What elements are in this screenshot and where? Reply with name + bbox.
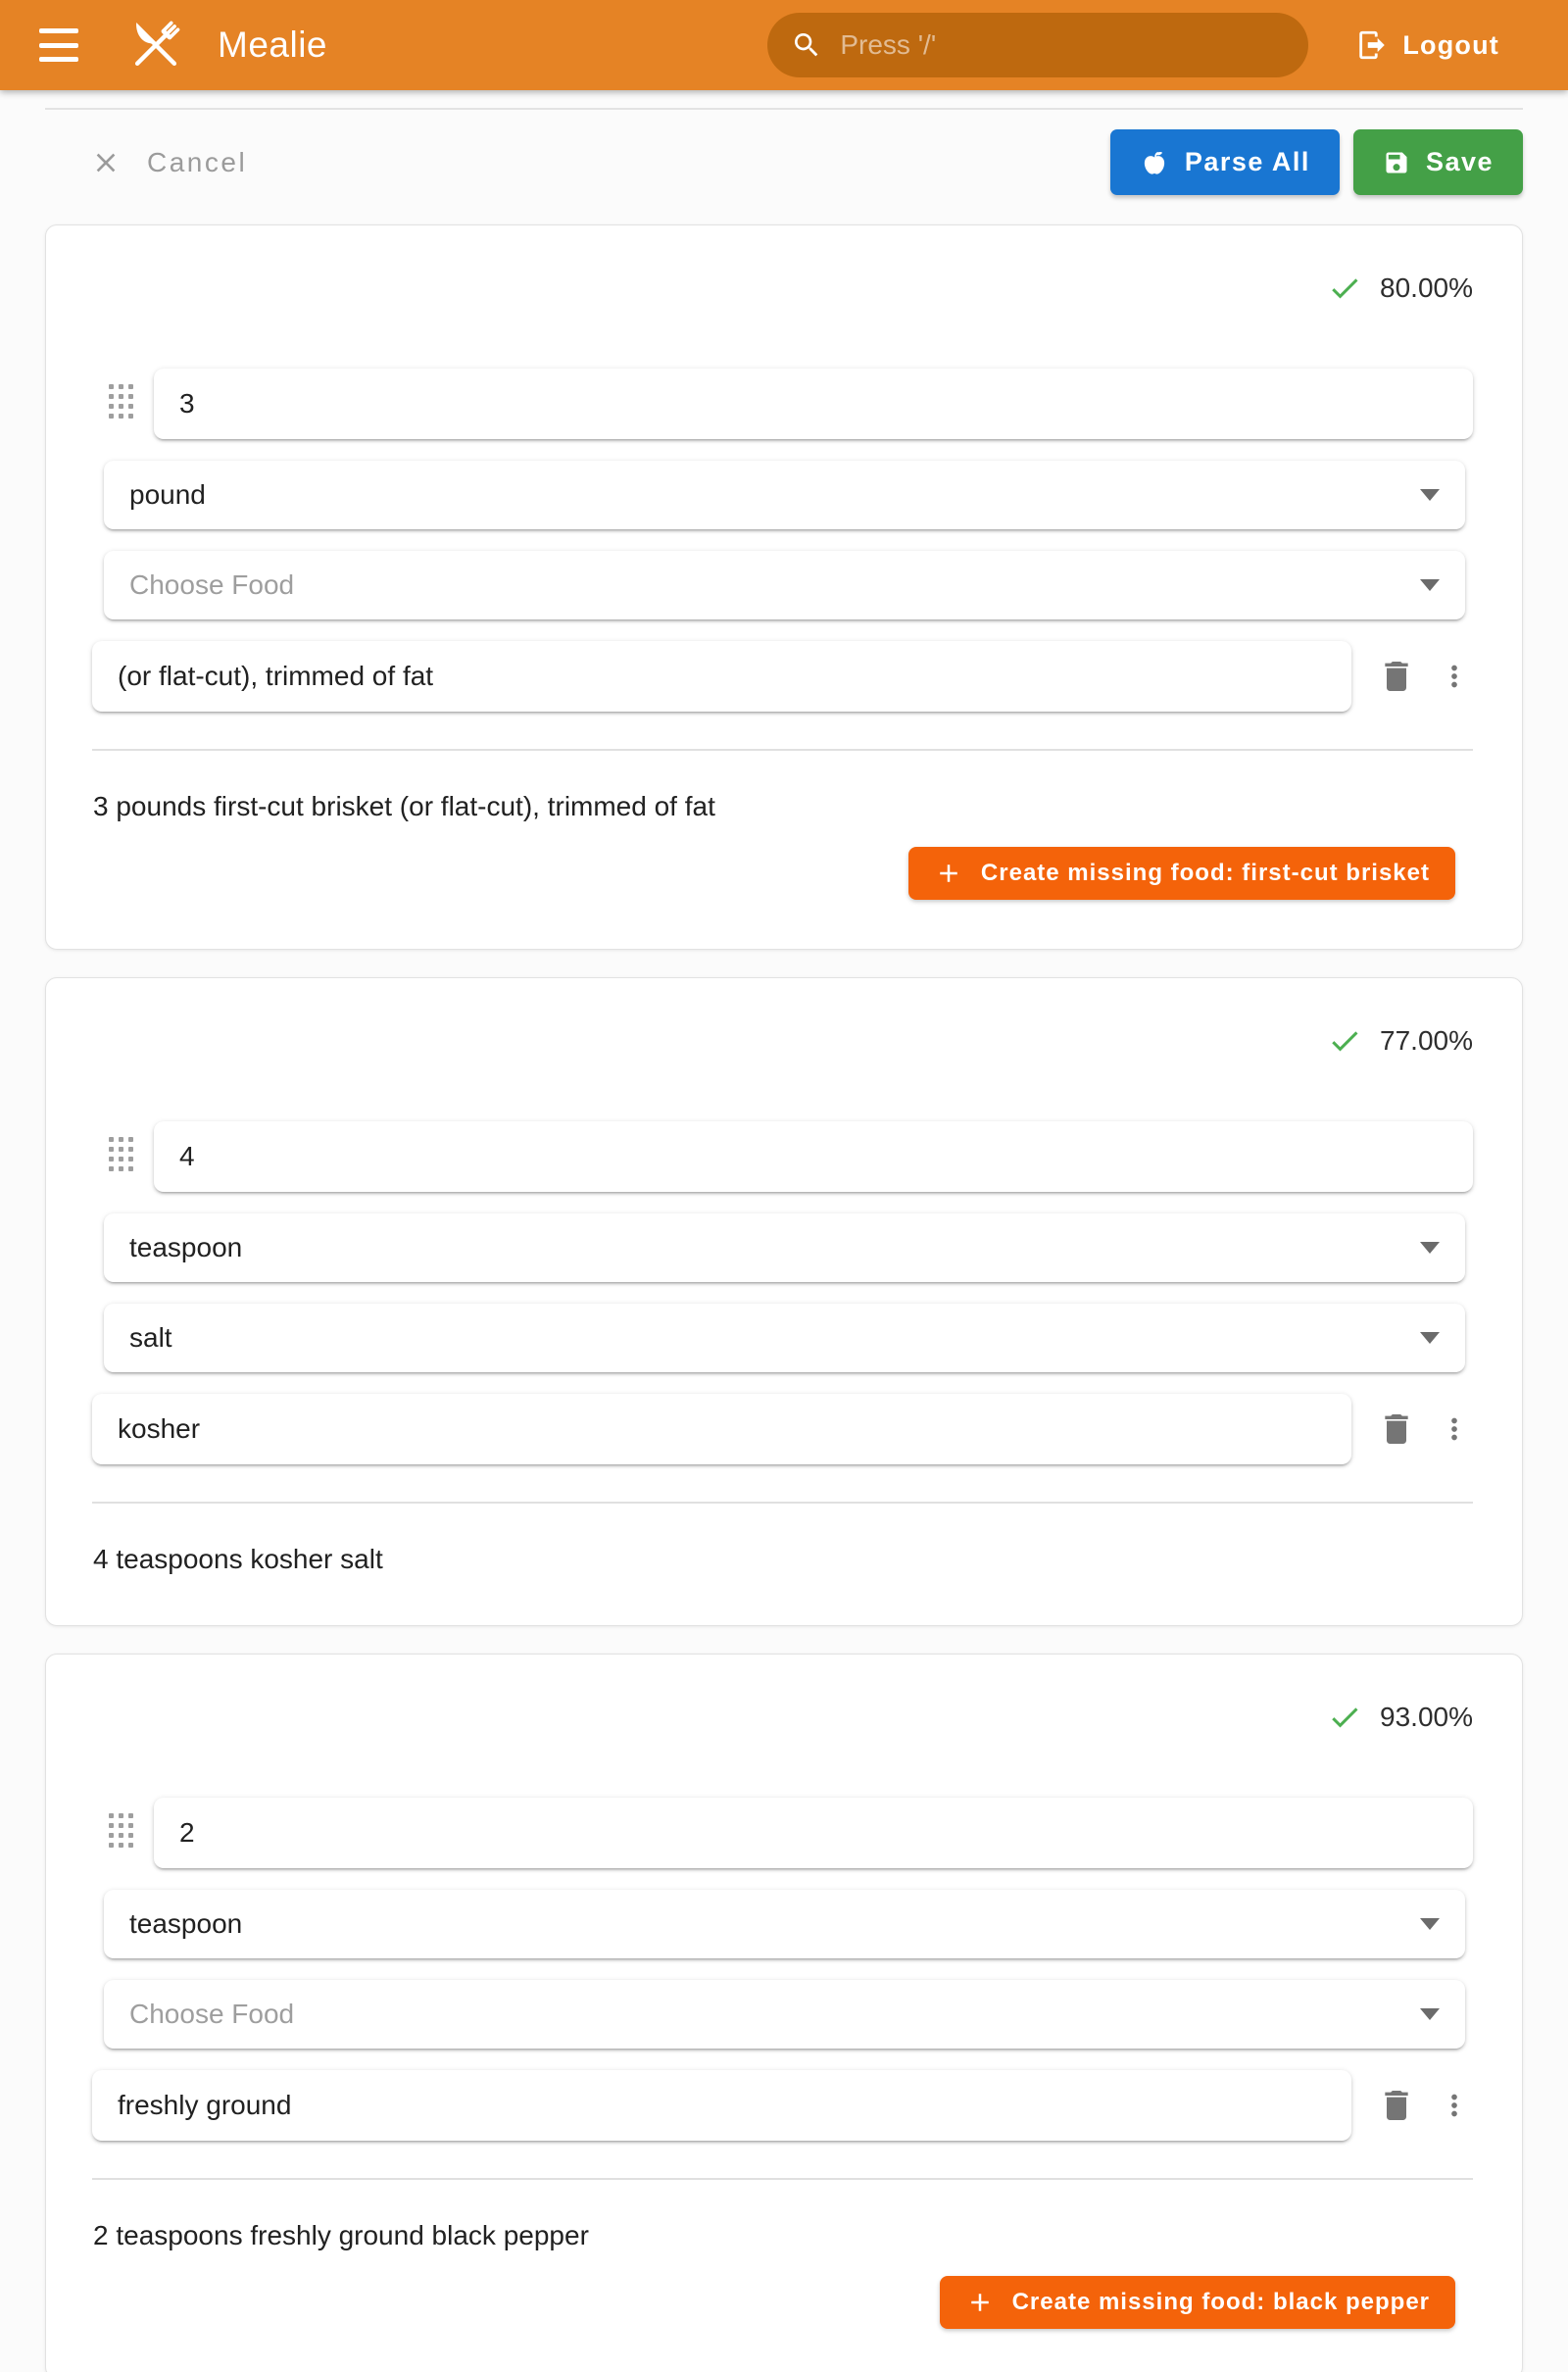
original-ingredient-text: 3 pounds first-cut brisket (or flat-cut), trimmed of fat [93, 791, 715, 821]
logout-label: Logout [1402, 29, 1499, 60]
card-divider [92, 749, 1473, 751]
drag-handle[interactable] [109, 1137, 136, 1176]
app-title: Mealie [218, 25, 327, 65]
save-button[interactable] [1353, 129, 1523, 195]
food-select-value: Choose Food [129, 569, 295, 600]
confidence-row [46, 978, 1522, 1059]
apple-icon [1140, 148, 1169, 177]
app-header [0, 0, 1568, 90]
toolbar [45, 129, 1523, 195]
drag-handle[interactable] [109, 1813, 136, 1853]
logout-icon [1355, 28, 1389, 62]
confidence-value: 93.00% [1380, 1702, 1473, 1732]
unit-select[interactable] [104, 1213, 1465, 1282]
more-options-button[interactable] [1436, 1408, 1473, 1451]
create-missing-food-button[interactable] [940, 2276, 1455, 2329]
parse-all-button[interactable] [1110, 129, 1340, 195]
note-row [92, 1394, 1473, 1464]
card-divider [92, 1502, 1473, 1504]
ingredient-card [45, 977, 1523, 1626]
search-bar[interactable] [767, 13, 1308, 77]
search-input[interactable] [838, 28, 1285, 62]
note-row [92, 641, 1473, 712]
chevron-down-icon [1420, 1332, 1440, 1344]
save-label: Save [1425, 147, 1494, 176]
unit-select-value: pound [129, 479, 206, 510]
drag-handle[interactable] [109, 384, 136, 423]
delete-button[interactable] [1375, 1408, 1418, 1451]
ingredient-list [45, 224, 1523, 2372]
plus-icon [965, 2288, 995, 2317]
kebab-icon [1438, 660, 1471, 693]
chevron-down-icon [1420, 1918, 1440, 1930]
confidence-value: 80.00% [1380, 272, 1473, 303]
delete-button[interactable] [1375, 2084, 1418, 2127]
more-options-button[interactable] [1436, 655, 1473, 698]
note-row [92, 2070, 1473, 2141]
confidence-row [46, 225, 1522, 306]
create-missing-food-button[interactable] [908, 847, 1455, 900]
trash-icon [1377, 1409, 1416, 1449]
quantity-row [109, 1121, 1473, 1192]
trash-icon [1377, 657, 1416, 696]
unit-select-value: teaspoon [129, 1232, 243, 1262]
quantity-row [109, 369, 1473, 439]
kebab-icon [1438, 1412, 1471, 1446]
original-ingredient-text: 4 teaspoons kosher salt [93, 1544, 383, 1574]
logout-button[interactable] [1349, 27, 1505, 63]
plus-icon [934, 859, 963, 888]
chevron-down-icon [1420, 2008, 1440, 2020]
food-select-value: salt [129, 1322, 172, 1353]
confidence-row [46, 1655, 1522, 1735]
more-options-button[interactable] [1436, 2084, 1473, 2127]
delete-button[interactable] [1375, 655, 1418, 698]
quantity-row [109, 1798, 1473, 1868]
cancel-button[interactable] [84, 146, 253, 179]
chevron-down-icon [1420, 579, 1440, 591]
food-select-value: Choose Food [129, 1999, 295, 2029]
hamburger-menu-button[interactable] [39, 28, 78, 62]
create-missing-food-label: Create missing food: first-cut brisket [980, 860, 1430, 886]
unit-select[interactable] [104, 1890, 1465, 1958]
card-divider [92, 2178, 1473, 2180]
chevron-down-icon [1420, 1242, 1440, 1254]
trash-icon [1377, 2086, 1416, 2125]
cancel-label: Cancel [147, 146, 248, 177]
kebab-icon [1438, 2089, 1471, 2122]
toolbar-divider [45, 108, 1523, 110]
note-input[interactable] [92, 2070, 1351, 2141]
missing-food-row [46, 847, 1455, 900]
quantity-input[interactable] [154, 1121, 1473, 1192]
note-input[interactable] [92, 1394, 1351, 1464]
save-icon [1383, 149, 1410, 176]
missing-food-row [46, 2276, 1455, 2329]
quantity-input[interactable] [154, 1798, 1473, 1868]
check-icon [1327, 1700, 1362, 1735]
confidence-value: 77.00% [1380, 1025, 1473, 1056]
food-select[interactable] [104, 1304, 1465, 1372]
food-select[interactable] [104, 551, 1465, 619]
unit-select-value: teaspoon [129, 1908, 243, 1939]
close-icon [90, 147, 122, 178]
search-icon [791, 29, 822, 61]
check-icon [1327, 271, 1362, 306]
parse-all-label: Parse All [1184, 147, 1310, 176]
quantity-input[interactable] [154, 369, 1473, 439]
chevron-down-icon [1420, 489, 1440, 501]
original-ingredient-text: 2 teaspoons freshly ground black pepper [93, 2220, 589, 2250]
check-icon [1327, 1023, 1362, 1059]
food-select[interactable] [104, 1980, 1465, 2049]
ingredient-card [45, 224, 1523, 950]
utensils-logo-icon [123, 13, 188, 77]
note-input[interactable] [92, 641, 1351, 712]
ingredient-card [45, 1654, 1523, 2372]
create-missing-food-label: Create missing food: black pepper [1011, 2289, 1430, 2315]
unit-select[interactable] [104, 461, 1465, 529]
